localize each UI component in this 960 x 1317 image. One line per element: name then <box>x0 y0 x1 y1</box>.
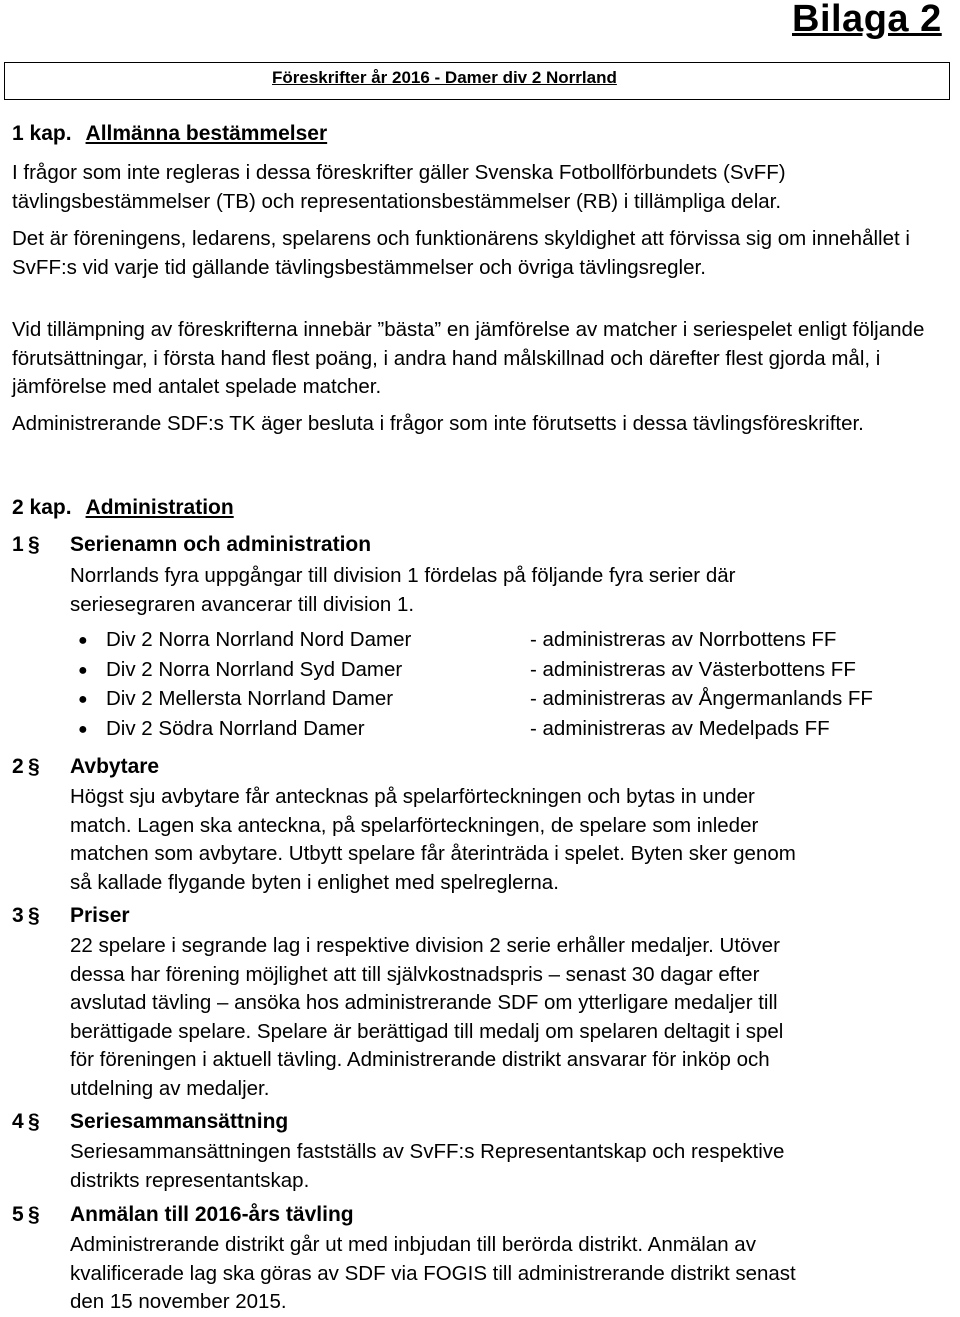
section-2-number: 2 <box>12 755 24 778</box>
series-name: Div 2 Norra Norrland Nord Damer <box>106 628 412 651</box>
section-5-line: Administrerande distrikt går ut med inbjudan till berörda distrikt. Anmälan av <box>70 1233 756 1256</box>
section-2-line: matchen som avbytare. Utbytt spelare får återinträda i spelet. Byten sker genom <box>70 842 796 865</box>
series-name: Div 2 Norra Norrland Syd Damer <box>106 658 403 681</box>
section-5-line: den 15 november 2015. <box>70 1290 287 1313</box>
section-1-number: 1 <box>12 533 24 556</box>
chapter-1-number: 1 kap. <box>12 122 72 145</box>
series-admin: - administreras av Norrbottens FF <box>530 628 837 651</box>
section-3-line: för föreningen i aktuell tävling. Administrerande distrikt ansvarar för inköp och <box>70 1048 770 1071</box>
section-1-line: Norrlands fyra uppgångar till division 1 fördelas på följande fyra serier där <box>70 564 736 587</box>
section-3-number: 3 <box>12 904 24 927</box>
section-1-line: seriesegraren avancerar till division 1. <box>70 592 415 616</box>
bullet-icon: ● <box>78 632 88 649</box>
chapter-2-heading <box>12 494 234 523</box>
section-symbol: § <box>28 1203 40 1226</box>
appendix-label: Bilaga 2 <box>792 0 942 40</box>
regulations-title: Föreskrifter år 2016 - Damer div 2 Norrland <box>272 68 617 87</box>
section-1-title: Serienamn och administration <box>70 533 372 556</box>
series-admin: - administreras av Medelpads FF <box>530 717 830 740</box>
section-3-line: berättigade spelare. Spelare är berättigad till medalj om spelaren deltagit i spel <box>70 1019 784 1043</box>
section-4-body <box>70 1138 940 1195</box>
section-1-body <box>70 562 940 619</box>
bullet-icon: ● <box>78 662 88 679</box>
bullet-icon: ● <box>78 721 88 738</box>
section-4-number: 4 <box>12 1110 24 1133</box>
section-2-line: match. Lagen ska anteckna, på spelarförteckningen, de spelare som inleder <box>70 813 759 837</box>
chapter-1-para-2: Det är föreningens, ledarens, spelarens och funktionärens skyldighet att förvissa sig om innehållet i SvFF:s vid varje tid gällande tävlingsbestämmelser och övriga tävlingsregler. <box>12 227 910 279</box>
section-4-line: Seriesammansättningen fastställs av SvFF:s Representantskap och respektive <box>70 1140 785 1163</box>
section-2-title: Avbytare <box>70 755 160 778</box>
section-5-line: kvalificerade lag ska göras av SDF via FOGIS till administrerande distrikt senast <box>70 1261 796 1285</box>
section-5-body <box>70 1231 940 1317</box>
series-admin: - administreras av Ångermanlands FF <box>530 687 873 710</box>
section-3-title: Priser <box>70 904 130 927</box>
chapter-1-heading <box>12 120 327 149</box>
section-symbol: § <box>28 755 40 778</box>
chapter-1-para-3: Vid tillämpning av föreskrifterna innebär ”bästa” en jämförelse av matcher i seriespelet enligt följande förutsättningar, i första hand flest poäng, i andra hand målskillnad och därefter flest gjorda mål, i jämförelse med antalet spelade matcher. <box>12 318 925 398</box>
section-5-title: Anmälan till 2016-års tävling <box>70 1203 354 1226</box>
section-symbol: § <box>28 904 40 927</box>
section-5-number: 5 <box>12 1203 24 1226</box>
section-3-line: dessa har förening möjlighet att till självkostnadspris – senast 30 dagar efter <box>70 962 760 986</box>
chapter-1-para-1: I frågor som inte regleras i dessa föreskrifter gäller Svenska Fotbollförbundets (SvFF) tävlingsbestämmelser (TB) och representationsbestämmelser (RB) i tillämpliga delar. <box>12 161 786 213</box>
bullet-icon: ● <box>78 691 88 708</box>
section-2-line: så kallade flygande byten i enlighet med spelreglerna. <box>70 870 559 894</box>
section-2-body <box>70 783 940 897</box>
section-symbol: § <box>28 1110 40 1133</box>
section-4-title: Seriesammansättning <box>70 1110 289 1133</box>
section-3-body <box>70 932 940 1103</box>
series-admin: - administreras av Västerbottens FF <box>530 658 856 681</box>
section-symbol: § <box>28 533 40 556</box>
chapter-2-title: Administration <box>85 496 234 519</box>
section-3-line: avslutad tävling – ansöka hos administrerande SDF om ytterligare medaljer till <box>70 991 778 1014</box>
section-3-line: 22 spelare i segrande lag i respektive division 2 serie erhåller medaljer. Utöver <box>70 934 780 957</box>
section-4-line: distrikts representantskap. <box>70 1168 310 1192</box>
series-name: Div 2 Södra Norrland Damer <box>106 717 365 740</box>
chapter-1-title: Allmänna bestämmelser <box>85 122 328 145</box>
series-name: Div 2 Mellersta Norrland Damer <box>106 687 394 710</box>
chapter-1-para-4: Administrerande SDF:s TK äger besluta i frågor som inte förutsetts i dessa tävlingsföreskrifter. <box>12 412 864 435</box>
section-2-line: Högst sju avbytare får antecknas på spelarförteckningen och bytas in under <box>70 785 755 808</box>
chapter-2-number: 2 kap. <box>12 496 72 519</box>
section-3-line: utdelning av medaljer. <box>70 1076 270 1100</box>
